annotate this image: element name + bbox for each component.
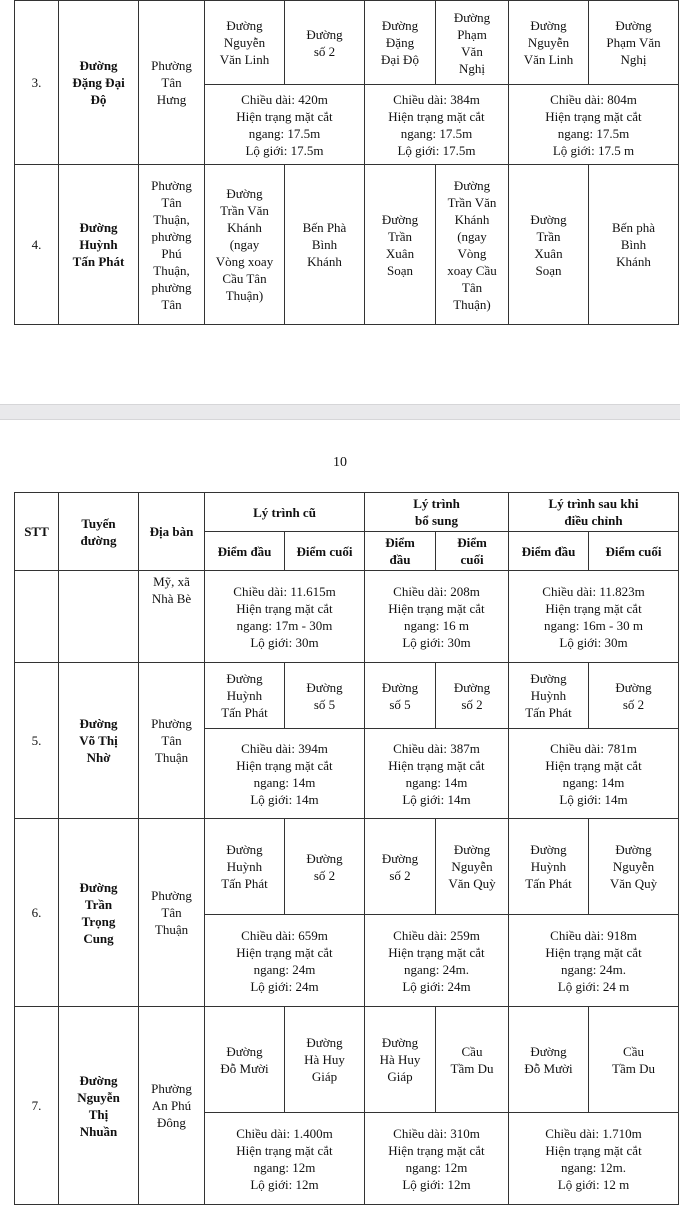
start-point: Đường số 2 [365, 819, 436, 915]
road-name [59, 571, 139, 663]
start-point: Đường Huỳnh Tấn Phát [205, 819, 285, 915]
spec-cell: Chiều dài: 208m Hiện trạng mặt cắt ngang: 16 m Lộ giới: 30m [365, 571, 509, 663]
header-end: Điểm cuối [436, 532, 509, 571]
area-cell: Phường Tân Thuận [139, 663, 205, 819]
area-cell: Phường Tân Thuận [139, 819, 205, 1007]
area-cell: Phường Tân Thuận, phường Phú Thuận, phường Tân [139, 165, 205, 325]
spec-cell: Chiều dài: 11.823m Hiện trạng mặt cắt ngang: 16m - 30 m Lộ giới: 30m [509, 571, 679, 663]
start-point: Đường Đỗ Mười [205, 1007, 285, 1113]
start-point: Đường Nguyễn Văn Linh [509, 1, 589, 85]
road-name: Đường Trần Trọng Cung [59, 819, 139, 1007]
header-stt: STT [15, 493, 59, 571]
spec-cell: Chiều dài: 259m Hiện trạng mặt cắt ngang: 24m. Lộ giới: 24m [365, 915, 509, 1007]
spec-cell: Chiều dài: 11.615m Hiện trạng mặt cắt ngang: 17m - 30m Lộ giới: 30m [205, 571, 365, 663]
spec-cell: Chiều dài: 384m Hiện trạng mặt cắt ngang: 17.5m Lộ giới: 17.5m [365, 85, 509, 165]
header-start: Điểm đầu [205, 532, 285, 571]
road-name: Đường Võ Thị Nhờ [59, 663, 139, 819]
area-cell: Phường Tân Hưng [139, 1, 205, 165]
road-name: Đường Huỳnh Tấn Phát [59, 165, 139, 325]
stt-cell: 7. [15, 1007, 59, 1205]
end-point: Đường Phạm Văn Nghị [589, 1, 679, 85]
start-point: Đường Trần Văn Khánh (ngay Vòng xoay Cầu Tân Thuận) [205, 165, 285, 325]
stt-cell: 5. [15, 663, 59, 819]
area-cell: Phường An Phú Đông [139, 1007, 205, 1205]
road-name: Đường Đặng Đại Độ [59, 1, 139, 165]
end-point: Đường Trần Văn Khánh (ngay Vòng xoay Cầu Tân Thuận) [436, 165, 509, 325]
stt-cell: 4. [15, 165, 59, 325]
header-road: Tuyến đường [59, 493, 139, 571]
spec-cell: Chiều dài: 918m Hiện trạng mặt cắt ngang: 24m. Lộ giới: 24 m [509, 915, 679, 1007]
stt-cell: 6. [15, 819, 59, 1007]
spec-cell: Chiều dài: 659m Hiện trạng mặt cắt ngang: 24m Lộ giới: 24m [205, 915, 365, 1007]
end-point: Đường số 2 [436, 663, 509, 729]
end-point: Cầu Tầm Du [589, 1007, 679, 1113]
road-table-bottom [14, 492, 679, 1205]
header-end: Điểm cuối [589, 532, 679, 571]
end-point: Đường Hà Huy Giáp [285, 1007, 365, 1113]
road-name: Đường Nguyễn Thị Nhuần [59, 1007, 139, 1205]
end-point: Đường Phạm Văn Nghị [436, 1, 509, 85]
header-end: Điểm cuối [285, 532, 365, 571]
start-point: Đường số 5 [365, 663, 436, 729]
start-point: Đường Hà Huy Giáp [365, 1007, 436, 1113]
header-old-route: Lý trình cũ [205, 493, 365, 532]
end-point: Bến Phà Bình Khánh [285, 165, 365, 325]
spec-cell: Chiều dài: 310m Hiện trạng mặt cắt ngang: 12m Lộ giới: 12m [365, 1113, 509, 1205]
end-point: Đường số 5 [285, 663, 365, 729]
start-point: Đường Huỳnh Tấn Phát [509, 819, 589, 915]
end-point: Đường Nguyễn Văn Quỳ [436, 819, 509, 915]
end-point: Đường số 2 [285, 819, 365, 915]
spec-cell: Chiều dài: 804m Hiện trạng mặt cắt ngang: 17.5m Lộ giới: 17.5 m [509, 85, 679, 165]
start-point: Đường Đặng Đại Độ [365, 1, 436, 85]
end-point: Cầu Tầm Du [436, 1007, 509, 1113]
header-added-route: Lý trình bổ sung [365, 493, 509, 532]
end-point: Bến phà Bình Khánh [589, 165, 679, 325]
header-start: Điểm đầu [509, 532, 589, 571]
end-point: Đường số 2 [589, 663, 679, 729]
header-start: Điểm đầu [365, 532, 436, 571]
road-table-top [14, 0, 679, 325]
spec-cell: Chiều dài: 394m Hiện trạng mặt cắt ngang: 14m Lộ giới: 14m [205, 729, 365, 819]
spec-cell: Chiều dài: 1.710m Hiện trạng mặt cắt ngang: 12m. Lộ giới: 12 m [509, 1113, 679, 1205]
stt-cell: 3. [15, 1, 59, 165]
start-point: Đường Trần Xuân Soạn [509, 165, 589, 325]
spec-cell: Chiều dài: 420m Hiện trạng mặt cắt ngang: 17.5m Lộ giới: 17.5m [205, 85, 365, 165]
end-point: Đường số 2 [285, 1, 365, 85]
header-adjusted-route: Lý trình sau khi điều chỉnh [509, 493, 679, 532]
spec-cell: Chiều dài: 1.400m Hiện trạng mặt cắt ngang: 12m Lộ giới: 12m [205, 1113, 365, 1205]
area-cell: Mỹ, xã Nhà Bè [139, 571, 205, 663]
spec-cell: Chiều dài: 781m Hiện trạng mặt cắt ngang: 14m Lộ giới: 14m [509, 729, 679, 819]
start-point: Đường Huỳnh Tấn Phát [205, 663, 285, 729]
spec-cell: Chiều dài: 387m Hiện trạng mặt cắt ngang: 14m Lộ giới: 14m [365, 729, 509, 819]
end-point: Đường Nguyễn Văn Quỳ [589, 819, 679, 915]
page-number: 10 [333, 455, 347, 470]
start-point: Đường Nguyễn Văn Linh [205, 1, 285, 85]
start-point: Đường Huỳnh Tấn Phát [509, 663, 589, 729]
stt-cell [15, 571, 59, 663]
page-separator [0, 404, 680, 420]
start-point: Đường Trần Xuân Soạn [365, 165, 436, 325]
header-area: Địa bàn [139, 493, 205, 571]
start-point: Đường Đỗ Mười [509, 1007, 589, 1113]
